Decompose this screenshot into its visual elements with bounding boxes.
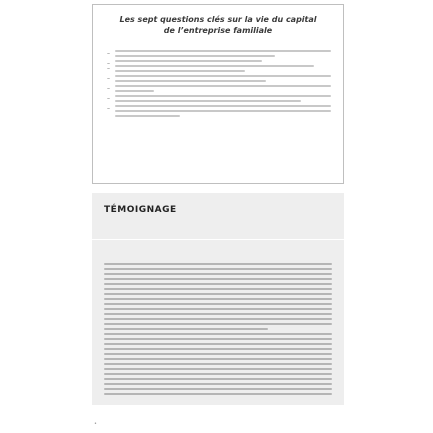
dash-bullet-icon: –: [107, 105, 110, 112]
illegible-text-line: [115, 115, 180, 117]
illegible-text-line: [104, 393, 332, 395]
question-item: [107, 85, 331, 92]
dash-bullet-icon: –: [107, 60, 110, 67]
illegible-text-line: [104, 273, 332, 275]
illegible-text-line: [104, 308, 332, 310]
questions-list: [107, 50, 331, 117]
illegible-text-line: [104, 373, 332, 375]
illegible-text-line: [104, 323, 332, 325]
illegible-text-line: [115, 105, 331, 107]
illegible-text-line: [104, 303, 332, 305]
illegible-text-line: [115, 65, 314, 67]
question-item: [107, 50, 331, 57]
illegible-text-line: [104, 338, 332, 340]
question-item: [107, 60, 331, 67]
dash-bullet-icon: –: [107, 95, 110, 102]
illegible-text-line: [104, 333, 332, 335]
illegible-text-line: [115, 50, 331, 52]
illegible-text-line: [104, 268, 332, 270]
dash-bullet-icon: –: [107, 65, 110, 72]
illegible-text-line: [115, 60, 262, 62]
illegible-text-line: [104, 278, 332, 280]
dash-bullet-icon: –: [107, 75, 110, 82]
illegible-text-line: [104, 348, 332, 350]
illegible-text-line: [104, 358, 332, 360]
illegible-text-line: [104, 313, 332, 315]
question-item: [107, 95, 331, 102]
illegible-text-line: [104, 363, 332, 365]
illegible-text-line: [104, 298, 332, 300]
testimony-divider: [92, 239, 344, 240]
question-item: [107, 75, 331, 82]
illegible-text-line: [104, 288, 332, 290]
illegible-text-line: [115, 100, 301, 102]
illegible-text-line: [115, 110, 331, 112]
page-footer: [92, 421, 99, 427]
questions-box-title: [105, 14, 331, 36]
question-item: [107, 105, 331, 117]
illegible-text-line: [115, 70, 245, 72]
seven-questions-box: [92, 4, 344, 184]
illegible-text-line: [104, 293, 332, 295]
footer-separator: •: [94, 421, 97, 427]
illegible-text-line: [104, 383, 332, 385]
illegible-text-line: [104, 328, 268, 330]
illegible-text-line: [104, 283, 332, 285]
illegible-text-line: [115, 90, 154, 92]
testimony-body: [104, 263, 332, 398]
illegible-text-line: [104, 263, 332, 265]
testimony-box: [92, 193, 344, 405]
illegible-text-line: [104, 388, 332, 390]
illegible-text-line: [104, 343, 332, 345]
illegible-text-line: [115, 85, 331, 87]
illegible-text-line: [115, 55, 275, 57]
questions-title-line-2: de l’entreprise familiale: [163, 26, 273, 35]
illegible-text-line: [104, 368, 332, 370]
illegible-text-line: [104, 318, 332, 320]
dash-bullet-icon: –: [107, 85, 110, 92]
illegible-text-line: [115, 75, 331, 77]
illegible-text-line: [104, 353, 332, 355]
question-item: [107, 65, 331, 72]
illegible-text-line: [104, 378, 332, 380]
testimony-heading: TÉMOIGNAGE: [104, 205, 177, 215]
questions-title-line-1: Les sept questions clés sur la vie du capital: [119, 15, 317, 24]
illegible-text-line: [115, 95, 331, 97]
dash-bullet-icon: –: [107, 50, 110, 57]
illegible-text-line: [115, 80, 266, 82]
